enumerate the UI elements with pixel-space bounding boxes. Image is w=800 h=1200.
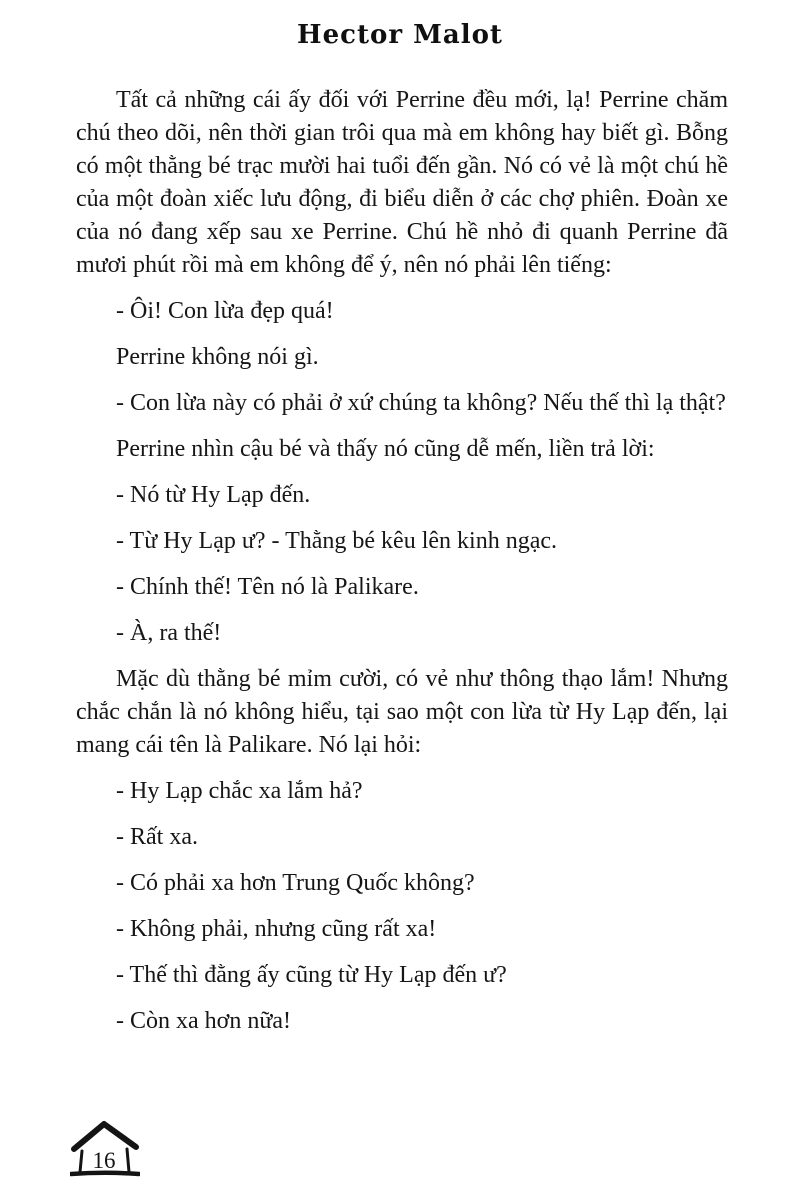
running-head: Hector Malot (297, 20, 503, 50)
paragraph-narration: Mặc dù thằng bé mỉm cười, có vẻ như thông thạo lắm! Nhưng chắc chắn là nó không hiểu, tại sao một con lừa từ Hy Lạp đến, lại mang cái tên là Palikare. Nó lại hỏi: (76, 666, 728, 758)
paragraph-dialogue: - Từ Hy Lạp ư? - Thằng bé kêu lên kinh ngạc. (116, 528, 557, 554)
paragraph-dialogue: - Con lừa này có phải ở xứ chúng ta không? Nếu thế thì lạ thật? (116, 390, 726, 416)
house-icon (70, 1118, 140, 1180)
paragraph-narration: Perrine nhìn cậu bé và thấy nó cũng dễ mến, liền trả lời: (116, 436, 655, 462)
page-content (76, 84, 728, 1051)
paragraph-dialogue: - Thế thì đằng ấy cũng từ Hy Lạp đến ư? (116, 962, 507, 988)
page-number: 16 (92, 1148, 116, 1173)
paragraph-narration: Tất cả những cái ấy đối với Perrine đều mới, lạ! Perrine chăm chú theo dõi, nên thời gian trôi qua mà em không hay biết gì. Bỗng có một thằng bé trạc mười hai tuổi đến gần. Nó có vẻ là một chú hề của một đoàn xiếc lưu động, đi biểu diễn ở các chợ phiên. Đoàn xe của nó đang xếp sau xe Perrine. Chú hề nhỏ đi quanh Perrine đã mươi phút rồi mà em không để ý, nên nó phải lên tiếng: (76, 87, 728, 278)
paragraph-dialogue: - Còn xa hơn nữa! (116, 1008, 291, 1034)
page-footer (70, 1118, 140, 1180)
paragraph-dialogue: - Chính thế! Tên nó là Palikare. (116, 574, 419, 600)
paragraph-dialogue: - Hy Lạp chắc xa lắm hả? (116, 778, 363, 804)
paragraph-dialogue: - Nó từ Hy Lạp đến. (116, 482, 311, 508)
paragraph-dialogue: - Không phải, nhưng cũng rất xa! (116, 916, 437, 942)
paragraph-dialogue: - Có phải xa hơn Trung Quốc không? (116, 870, 475, 896)
paragraph-dialogue: - À, ra thế! (116, 620, 222, 646)
paragraph-dialogue: - Rất xa. (116, 824, 198, 850)
paragraph-narration: Perrine không nói gì. (116, 344, 319, 370)
paragraph-dialogue: - Ôi! Con lừa đẹp quá! (116, 298, 334, 324)
